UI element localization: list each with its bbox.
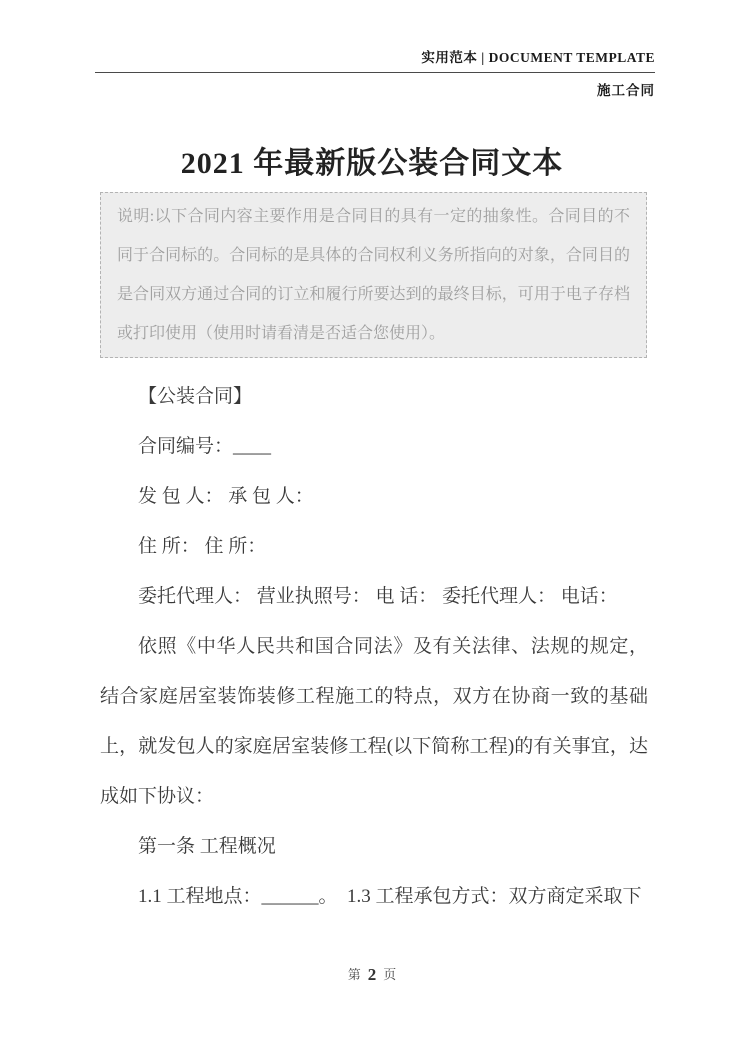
header-brand-text: 实用范本 | DOCUMENT TEMPLATE [95, 46, 655, 73]
footer-page-suffix: 页 [383, 967, 397, 982]
paragraph-preamble: 依照《中华人民共和国合同法》及有关法律、法规的规定，结合家庭居室装饰装修工程施工的特点，双方在协商一致的基础上，就发包人的家庭居室装修工程(以下简称工程)的有关事宜，达成如下协议： [100, 636, 648, 807]
paragraph-article-1-heading: 第一条 工程概况 [138, 836, 276, 857]
page-footer [0, 962, 744, 988]
notice-box: 说明:以下合同内容主要作用是合同目的具有一定的抽象性。合同目的不同于合同标的。合同标的是具体的合同权利义务所指向的对象，合同目的是合同双方通过合同的订立和履行所要达到的最终目标，可用于电子存档或打印使用（使用时请看清是否适合您使用）。 [100, 192, 647, 358]
document-title: 2021 年最新版公装合同文本 [180, 147, 564, 180]
footer-page-number: 2 [367, 965, 377, 984]
header-doc-type: 施工合同 [597, 83, 655, 98]
paragraph-agents: 委托代理人： 营业执照号： 电 话： 委托代理人： 电话： [138, 586, 618, 607]
page-header [95, 46, 655, 99]
document-body [100, 372, 648, 922]
paragraph-contract-number: 合同编号：____ [138, 436, 272, 457]
paragraph-clause-1-1: 1.1 工程地点：______。 1.3 工程承包方式：双方商定采取下 [138, 886, 642, 907]
paragraph-parties: 发 包 人： 承 包 人： [138, 486, 314, 507]
paragraph-addresses: 住 所： 住 所： [138, 536, 267, 557]
paragraph-section-label: 【公装合同】 [138, 386, 253, 407]
footer-page-prefix: 第 [347, 967, 361, 982]
